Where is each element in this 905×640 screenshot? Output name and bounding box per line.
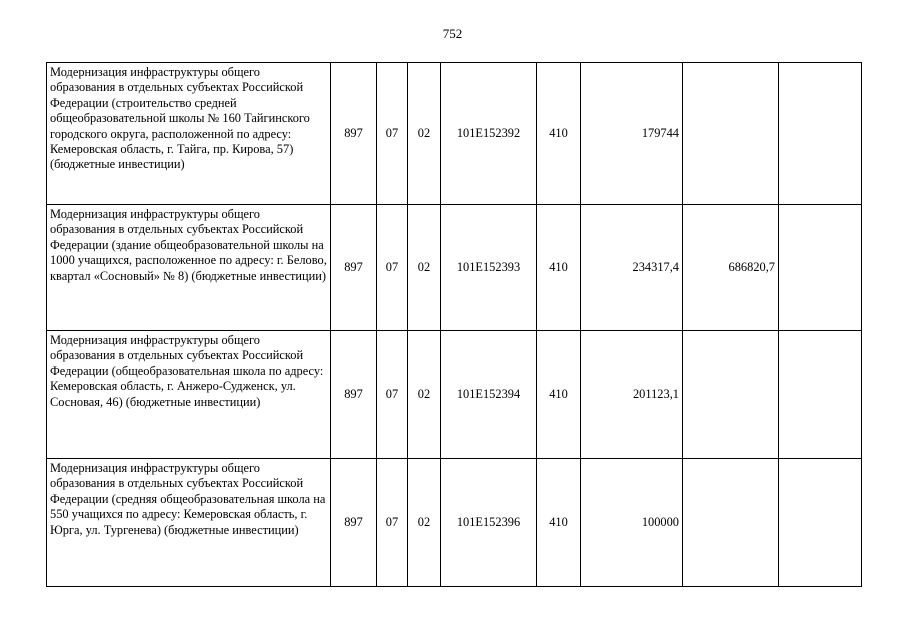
table-row xyxy=(47,63,862,205)
target-article-cell: 101Е152392 xyxy=(441,63,537,205)
amount-year2-cell: 686820,7 xyxy=(683,205,779,331)
ministry-code-cell: 897 xyxy=(331,459,377,587)
amount-year3-cell xyxy=(779,63,862,205)
ministry-code-cell: 897 xyxy=(331,63,377,205)
expense-name-cell: Модернизация инфраструктуры общего образования в отдельных субъектах Российской Федерации (строительство средней общеобразовательной школы № 160 Тайгинского городского округа, расположенной по адресу: Кемеровская область, г. Тайга, пр. Кирова, 57) (бюджетные инвестиции) xyxy=(47,63,331,205)
subsection-code-cell: 02 xyxy=(408,331,441,459)
amount-year3-cell xyxy=(779,205,862,331)
table-row xyxy=(47,459,862,587)
amount-year2-cell xyxy=(683,331,779,459)
section-code-cell: 07 xyxy=(377,63,408,205)
amount-year2-cell xyxy=(683,459,779,587)
amount-year1-cell: 179744 xyxy=(581,63,683,205)
page-number: 752 xyxy=(442,26,463,41)
subsection-code-cell: 02 xyxy=(408,63,441,205)
amount-year1-cell: 201123,1 xyxy=(581,331,683,459)
table-row xyxy=(47,205,862,331)
amount-year3-cell xyxy=(779,459,862,587)
expense-name-cell: Модернизация инфраструктуры общего образования в отдельных субъектах Российской Федерации (средняя общеобразовательная школа на 550 учащихся по адресу: Кемеровская область, г. Юрга, ул. Тургенева) (бюджетные инвестиции) xyxy=(47,459,331,587)
amount-year1-cell: 100000 xyxy=(581,459,683,587)
ministry-code-cell: 897 xyxy=(331,331,377,459)
expense-type-cell: 410 xyxy=(537,205,581,331)
amount-year2-cell xyxy=(683,63,779,205)
target-article-cell: 101Е152393 xyxy=(441,205,537,331)
expense-name-cell: Модернизация инфраструктуры общего образования в отдельных субъектах Российской Федерации (здание общеобразовательной школы на 1000 учащихся, расположенное по адресу: г. Белово, квартал «Сосновый» № 8) (бюджетные инвестиции) xyxy=(47,205,331,331)
expense-type-cell: 410 xyxy=(537,331,581,459)
expense-name-cell: Модернизация инфраструктуры общего образования в отдельных субъектах Российской Федерации (общеобразовательная школа по адресу: Кемеровская область, г. Анжеро-Судженск, ул. Сосновая, 46) (бюджетные инвестиции) xyxy=(47,331,331,459)
subsection-code-cell: 02 xyxy=(408,205,441,331)
amount-year3-cell xyxy=(779,331,862,459)
section-code-cell: 07 xyxy=(377,459,408,587)
target-article-cell: 101Е152396 xyxy=(441,459,537,587)
target-article-cell: 101Е152394 xyxy=(441,331,537,459)
subsection-code-cell: 02 xyxy=(408,459,441,587)
section-code-cell: 07 xyxy=(377,331,408,459)
table-row xyxy=(47,331,862,459)
expense-type-cell: 410 xyxy=(537,459,581,587)
budget-table xyxy=(46,62,862,587)
section-code-cell: 07 xyxy=(377,205,408,331)
expense-type-cell: 410 xyxy=(537,63,581,205)
amount-year1-cell: 234317,4 xyxy=(581,205,683,331)
ministry-code-cell: 897 xyxy=(331,205,377,331)
